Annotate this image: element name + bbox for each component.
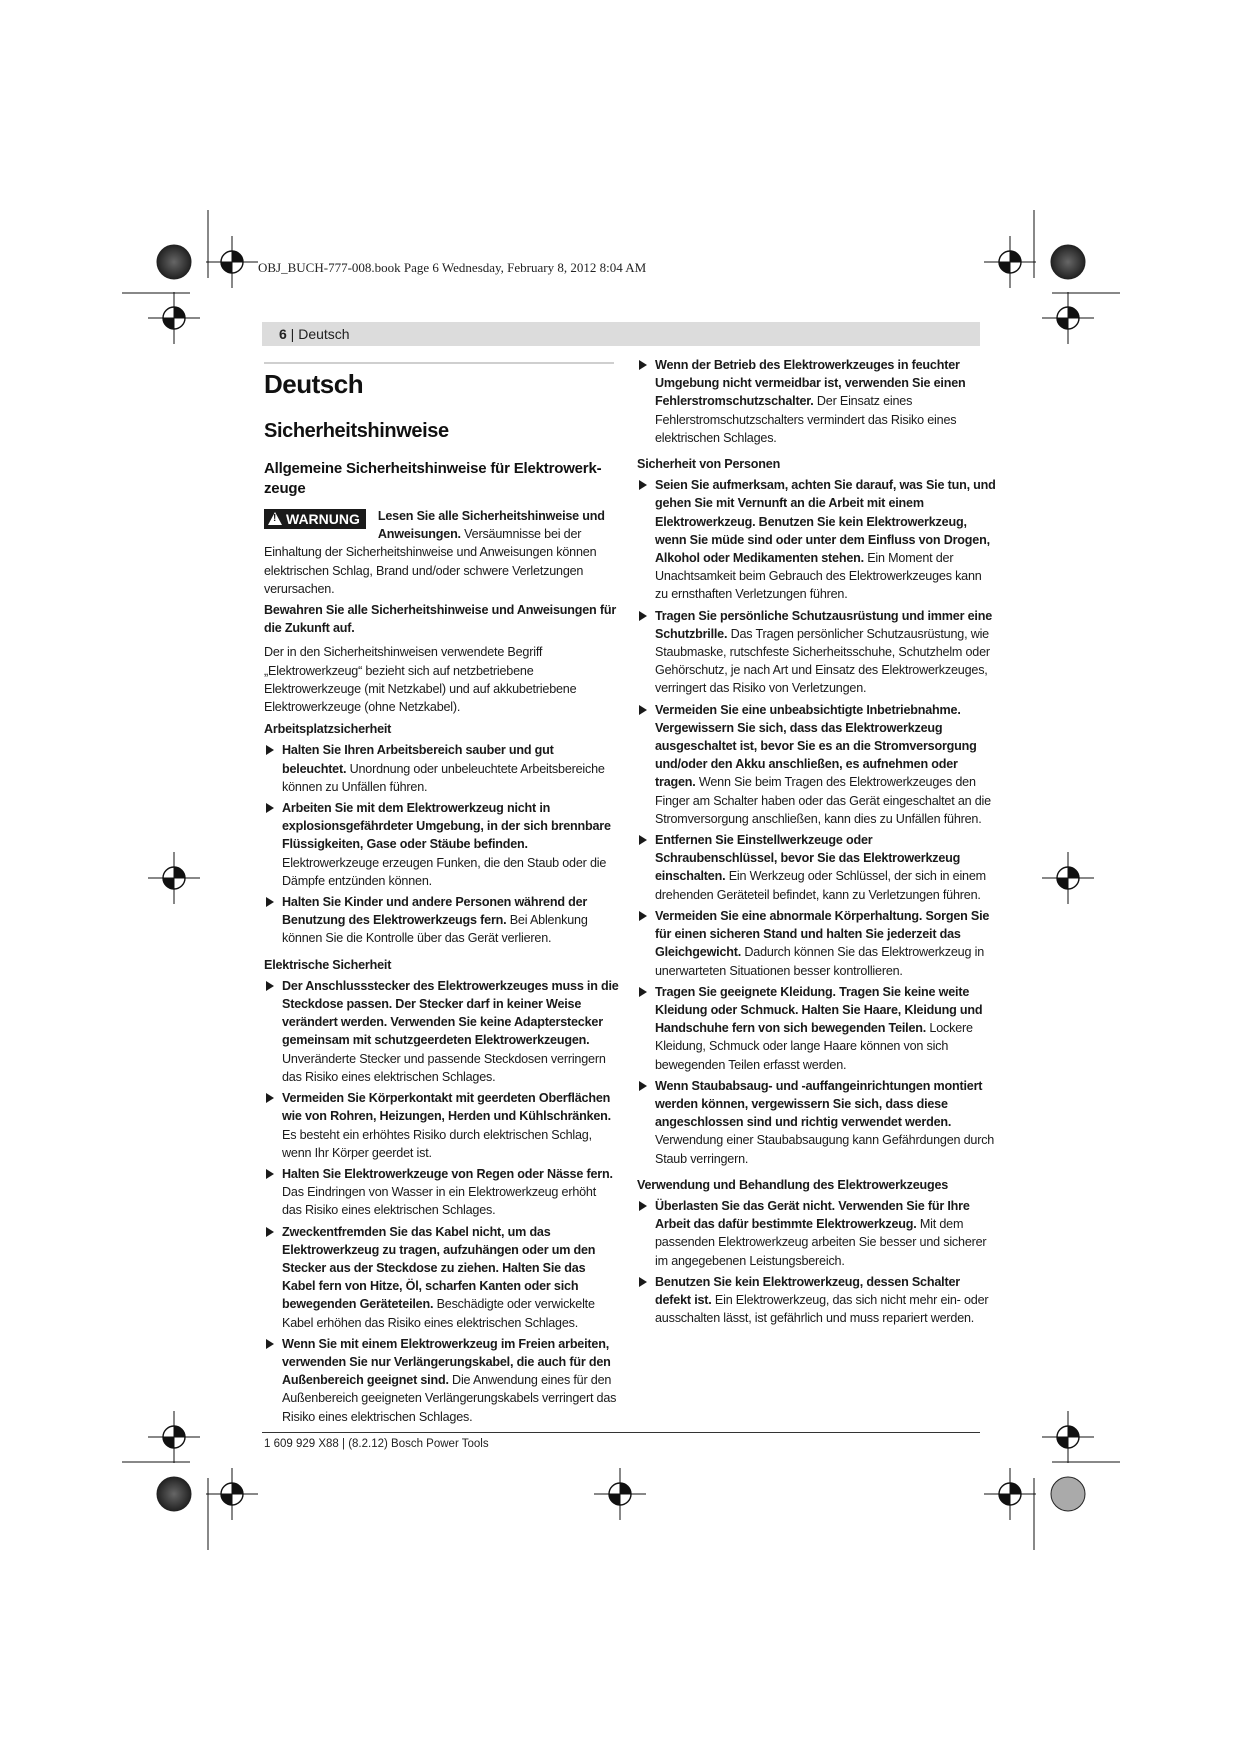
running-header <box>262 322 980 346</box>
warning-bold: Lesen Sie alle Sicherheitshinweise und Anweisungen. <box>377 509 605 542</box>
bullet-arrow-icon <box>266 1093 274 1103</box>
item-bold: Überlasten Sie das Gerät nicht. Verwenden Sie für Ihre Arbeit das dafür bestimmte Elektrowerkzeug. <box>655 1198 970 1232</box>
item-text: Das Tragen persönlicher Schutzausrüstung, wie Staubmaske, rutschfeste Sicherheitsschuhe, Schutzhelm oder Gehörschutz, je nach Art und Einsatz des Elektrowerkzeuges, verringert das Risiko von Verletzungen. <box>655 626 990 696</box>
item-text: Dadurch können Sie das Elektrowerkzeug in unerwarteten Situationen besser kontrollieren. <box>655 945 984 978</box>
right-column <box>637 356 997 1330</box>
warning-badge <box>264 509 366 529</box>
item-bold: Seien Sie aufmerksam, achten Sie darauf, was Sie tun, und gehen Sie mit Vernunft an die Arbeit mit einem Elektrowerkzeug. Benutzen Sie kein Elektrowerkzeug, wenn Sie müde sind oder unter dem Einfluss von Drogen, Alkohol oder Medikamenten stehen. <box>655 478 996 566</box>
item-text: Ein Moment der Unachtsamkeit beim Gebrauch des Elektrowerkzeuges kann zu ernsthaften Verletzungen führen. <box>655 551 982 602</box>
persons-heading: Sicherheit von Personen <box>637 457 781 472</box>
section-title: Sicherheitshinweise <box>264 420 449 442</box>
page-number: 6 <box>279 326 287 342</box>
item-text: Unordnung oder unbeleuchtete Arbeitsbereiche können zu Unfällen führen. <box>282 761 605 794</box>
bullet-arrow-icon <box>639 1277 647 1287</box>
item-text: Elektrowerkzeuge erzeugen Funken, die den Staub oder die Dämpfe entzünden können. <box>282 855 607 888</box>
item-bold: Tragen Sie persönliche Schutzausrüstung und immer eine Schutzbrille. <box>655 608 993 641</box>
header-separator: | <box>286 326 299 342</box>
bullet-arrow-icon <box>266 1227 274 1237</box>
item-bold: Wenn der Betrieb des Elektrowerkzeuges in feuchter Umgebung nicht vermeidbar ist, verwenden Sie einen Fehlerstromschutzschalter. <box>655 358 966 409</box>
bullet-arrow-icon <box>639 1201 647 1211</box>
bullet-arrow-icon <box>266 897 274 907</box>
item-bold: Vermeiden Sie Körperkontakt mit geerdeten Oberflächen wie von Rohren, Heizungen, Herden und Kühlschränken. <box>282 1091 611 1124</box>
bullet-arrow-icon <box>639 835 647 845</box>
list-item <box>637 831 997 904</box>
item-bold: Arbeiten Sie mit dem Elektrowerkzeug nicht in explosionsgefährdeter Umgebung, in der sich brennbare Flüssigkeiten, Gase oder Stäube befinden. <box>282 801 611 852</box>
list-item <box>264 977 619 1086</box>
usage-heading: Verwendung und Behandlung des Elektrowerkzeuges <box>637 1177 949 1192</box>
item-bold: Halten Sie Kinder und andere Personen während der Benutzung des Elektrowerkzeugs fern. <box>282 895 588 928</box>
bullet-arrow-icon <box>639 480 647 490</box>
item-text: Mit dem passenden Elektrowerkzeug arbeiten Sie besser und sicherer im angegebenen Leistungsbereich. <box>655 1217 987 1268</box>
item-text: Wenn Sie beim Tragen des Elektrowerkzeuges den Finger am Schalter haben oder das Gerät eingeschaltet an die Stromversorgung anschließen, kann dies zu Unfällen führen. <box>655 775 991 826</box>
list-item <box>637 1077 997 1168</box>
item-bold: Benutzen Sie kein Elektrowerkzeug, dessen Schalter defekt ist. <box>655 1274 960 1307</box>
item-text: Ein Werkzeug oder Schlüssel, der sich in einem drehenden Geräteteil befindet, kann zu Verletzungen führen. <box>655 869 986 902</box>
bullet-arrow-icon <box>266 1169 274 1179</box>
item-bold: Zweckentfremden Sie das Kabel nicht, um das Elektrowerkzeug zu tragen, aufzuhängen oder um den Stecker aus der Steckdose zu ziehen. Halten Sie das Kabel fern von Hitze, Öl, scharfen Kanten oder sich bewegenden Geräteteilen. <box>282 1224 596 1312</box>
list-item <box>264 893 619 948</box>
list-item <box>264 1223 619 1332</box>
list-item <box>637 1197 997 1270</box>
list-item <box>637 356 997 447</box>
list-item <box>264 741 619 796</box>
list-item <box>637 607 997 698</box>
subsection-heading: Allgemeine Sicherheitshinweise für Elektrowerk-zeuge <box>264 460 602 497</box>
workplace-heading: Arbeitsplatzsicherheit <box>264 722 392 737</box>
item-text: Der Einsatz eines Fehlerstromschutzschalters vermindert das Risiko eines elektrischen Schlages. <box>655 394 957 445</box>
list-item <box>637 701 997 828</box>
warning-text: Versäumnisse bei der Einhaltung der Sicherheitshinweise und Anweisungen können elektrischen Schlag, Brand und/oder schwere Verletzungen verursachen. <box>264 527 597 596</box>
warning-block <box>264 507 619 598</box>
bullet-arrow-icon <box>639 987 647 997</box>
item-bold: Entfernen Sie Einstellwerkzeuge oder Schraubenschlüssel, bevor Sie das Elektrowerkzeug einschalten. <box>655 833 961 884</box>
list-item <box>264 1089 619 1162</box>
electric-heading: Elektrische Sicherheit <box>264 957 392 972</box>
warning-triangle-icon <box>268 512 282 525</box>
bullet-arrow-icon <box>639 611 647 621</box>
definition-paragraph: Der in den Sicherheitshinweisen verwendete Begriff „Elektrowerkzeug“ bezieht sich auf netzbetriebene Elektrowerkzeuge (mit Netzkabel) und auf akkubetriebene Elektrowerkzeuge (ohne Netzkabel). <box>264 645 577 715</box>
bullet-arrow-icon <box>266 1339 274 1349</box>
warning-label: WARNUNG <box>286 511 360 527</box>
item-bold: Der Anschlussstecker des Elektrowerkzeuges muss in die Steckdose passen. Der Stecker darf in keiner Weise verändert werden. Verwenden Sie keine Adapterstecker gemeinsam mit schutzgeerdeten Elektrowerkzeugen. <box>282 978 619 1048</box>
keep-instructions: Bewahren Sie alle Sicherheitshinweise und Anweisungen für die Zukunft auf. <box>264 603 617 636</box>
bullet-arrow-icon <box>639 1081 647 1091</box>
item-bold: Vermeiden Sie eine unbeabsichtigte Inbetriebnahme. Vergewissern Sie sich, dass das Elektrowerkzeug ausgeschaltet ist, bevor Sie es an die Stromversorgung und/oder den Akku anschließen, es aufnehmen oder tragen. <box>655 702 977 790</box>
list-item <box>264 799 619 890</box>
bullet-arrow-icon <box>639 705 647 715</box>
header-section: Deutsch <box>298 326 350 342</box>
list-item <box>637 983 997 1074</box>
item-text: Es besteht ein erhöhtes Risiko durch elektrischen Schlag, wenn Ihr Körper geerdet ist. <box>282 1127 592 1160</box>
bullet-arrow-icon <box>639 360 647 370</box>
list-item <box>637 1273 997 1328</box>
item-text: Unveränderte Stecker und passende Steckdosen verringern das Risiko eines elektrischen Schlages. <box>282 1051 606 1084</box>
item-text: Lockere Kleidung, Schmuck oder lange Haare können von sich bewegenden Teilen erfasst werden. <box>655 1021 973 1072</box>
list-item <box>264 1335 619 1426</box>
item-bold: Halten Sie Elektrowerkzeuge von Regen oder Nässe fern. <box>282 1166 613 1181</box>
file-header: OBJ_BUCH-777-008.book Page 6 Wednesday, February 8, 2012 8:04 AM <box>258 260 647 275</box>
left-column <box>264 362 619 1429</box>
list-item <box>637 907 997 980</box>
item-text: Das Eindringen von Wasser in ein Elektrowerkzeug erhöht das Risiko eines elektrischen Schlages. <box>282 1185 597 1218</box>
item-bold: Wenn Sie mit einem Elektrowerkzeug im Freien arbeiten, verwenden Sie nur Verlängerungskabel, die auch für den Außenbereich geeignet sind. <box>282 1336 611 1388</box>
footer-rule <box>262 1432 980 1433</box>
page-footer: 1 609 929 X88 | (8.2.12) Bosch Power Tools <box>264 1438 489 1450</box>
item-bold: Wenn Staubabsaug- und -auffangeinrichtungen montiert werden können, vergewissern Sie sich, dass diese angeschlossen sind und richtig verwendet werden. <box>655 1078 983 1130</box>
page-title: Deutsch <box>264 369 364 399</box>
item-text: Ein Elektrowerkzeug, das sich nicht mehr ein- oder ausschalten lässt, ist gefährlich und muss repariert werden. <box>655 1292 989 1326</box>
item-text: Verwendung einer Staubabsaugung kann Gefährdungen durch Staub verringern. <box>655 1133 995 1166</box>
bullet-arrow-icon <box>639 911 647 921</box>
item-bold: Halten Sie Ihren Arbeitsbereich sauber und gut beleuchtet. <box>282 743 554 776</box>
bullet-arrow-icon <box>266 803 274 813</box>
item-text: Die Anwendung eines für den Außenbereich geeigneten Verlängerungskabels verringert das Risiko eines elektrischen Schlages. <box>282 1373 617 1424</box>
bullet-arrow-icon <box>266 981 274 991</box>
list-item <box>637 476 997 603</box>
list-item <box>264 1165 619 1220</box>
bullet-arrow-icon <box>266 745 274 755</box>
item-bold: Vermeiden Sie eine abnormale Körperhaltung. Sorgen Sie für einen sicheren Stand und halten Sie jederzeit das Gleichgewicht. <box>655 908 990 960</box>
item-text: Bei Ablenkung können Sie die Kontrolle über das Gerät verlieren. <box>282 913 588 946</box>
item-bold: Tragen Sie geeignete Kleidung. Tragen Sie keine weite Kleidung oder Schmuck. Halten Sie Haare, Kleidung und Handschuhe fern von sich bewegenden Teilen. <box>655 984 983 1036</box>
item-text: Beschädigte oder verwickelte Kabel erhöhen das Risiko eines elektrischen Schlages. <box>282 1297 595 1330</box>
